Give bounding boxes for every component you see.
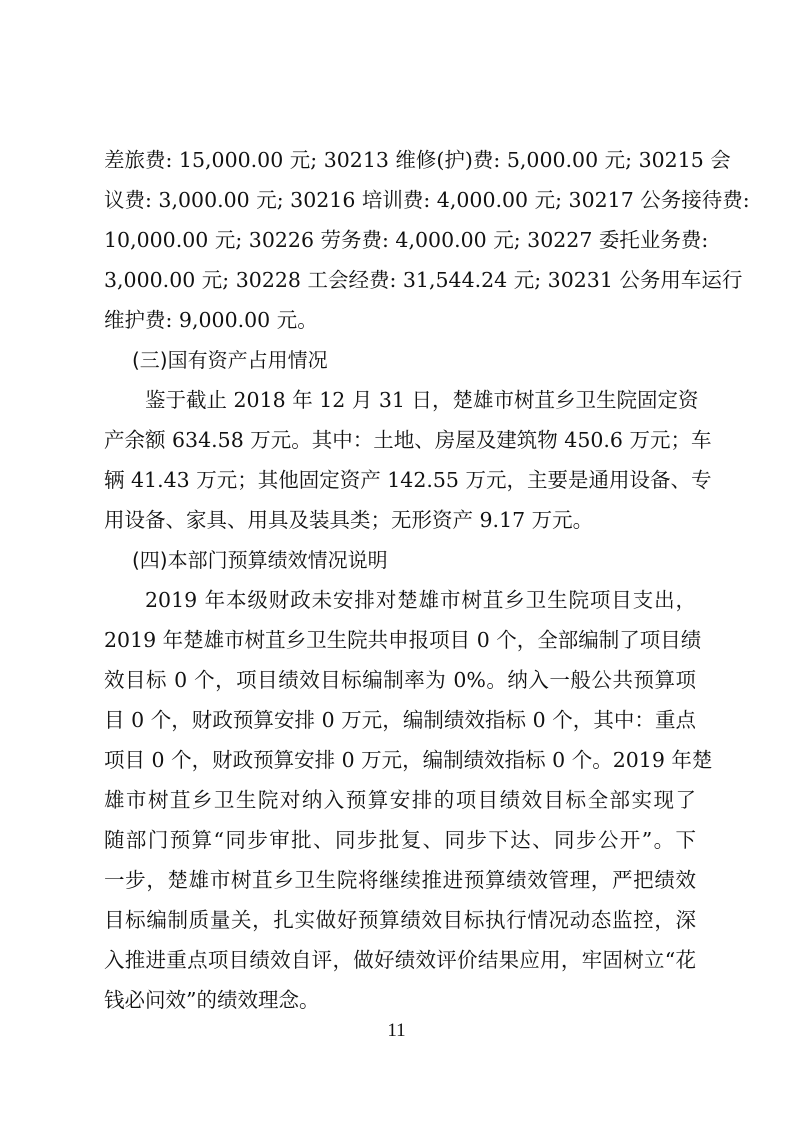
expense-text-line: 3,000.00 元; 30228 工会经费: 31,544.24 元; 30231 公务用车运行 <box>104 268 743 292</box>
assets-text-line: 用设备、家具、用具及装具类；无形资产 9.17 万元。 <box>104 508 594 532</box>
section-heading-performance: (四)本部门预算绩效情况说明 <box>132 548 388 572</box>
performance-text-line: 效目标 0 个，项目绩效目标编制率为 0%。纳入一般公共预算项 <box>104 668 696 692</box>
performance-text-line: 2019 年本级财政未安排对楚雄市树苴乡卫生院项目支出， <box>145 588 696 612</box>
expense-text-line: 10,000.00 元; 30226 劳务费: 4,000.00 元; 30227 委托业务费: <box>104 228 709 252</box>
performance-text-line: 项目 0 个，财政预算安排 0 万元，编制绩效指标 0 个。2019 年楚 <box>104 748 713 772</box>
performance-text-line: 钱必问效”的绩效理念。 <box>104 988 320 1012</box>
expense-text-line: 议费: 3,000.00 元; 30216 培训费: 4,000.00 元; 30217 公务接待费: <box>104 188 750 212</box>
assets-text-line: 辆 41.43 万元；其他固定资产 142.55 万元，主要是通用设备、专 <box>104 468 712 492</box>
performance-text-line: 雄市树苴乡卫生院对纳入预算安排的项目绩效目标全部实现了 <box>104 788 696 812</box>
performance-text-line: 一步，楚雄市树苴乡卫生院将继续推进预算绩效管理，严把绩效 <box>104 868 696 892</box>
performance-text-line: 2019 年楚雄市树苴乡卫生院共申报项目 0 个，全部编制了项目绩 <box>104 628 702 652</box>
performance-text-line: 目标编制质量关，扎实做好预算绩效目标执行情况动态监控，深 <box>104 908 696 932</box>
page-number: 11 <box>387 1020 406 1041</box>
performance-text-line: 入推进重点项目绩效自评，做好绩效评价结果应用，牢固树立“花 <box>104 948 696 972</box>
expense-text-line: 维护费: 9,000.00 元。 <box>104 308 318 332</box>
assets-text-line: 产余额 634.58 万元。其中：土地、房屋及建筑物 450.6 万元；车 <box>104 428 712 452</box>
section-heading-assets: (三)国有资产占用情况 <box>132 348 328 372</box>
performance-text-line: 目 0 个，财政预算安排 0 万元，编制绩效指标 0 个，其中：重点 <box>104 708 696 732</box>
expense-text-line: 差旅费: 15,000.00 元; 30213 维修(护)费: 5,000.00 元; 30215 会 <box>104 148 731 172</box>
performance-text-line: 随部门预算“同步审批、同步批复、同步下达、同步公开”。下 <box>104 828 696 852</box>
assets-text-line: 鉴于截止 2018 年 12 月 31 日，楚雄市树苴乡卫生院固定资 <box>145 388 699 412</box>
